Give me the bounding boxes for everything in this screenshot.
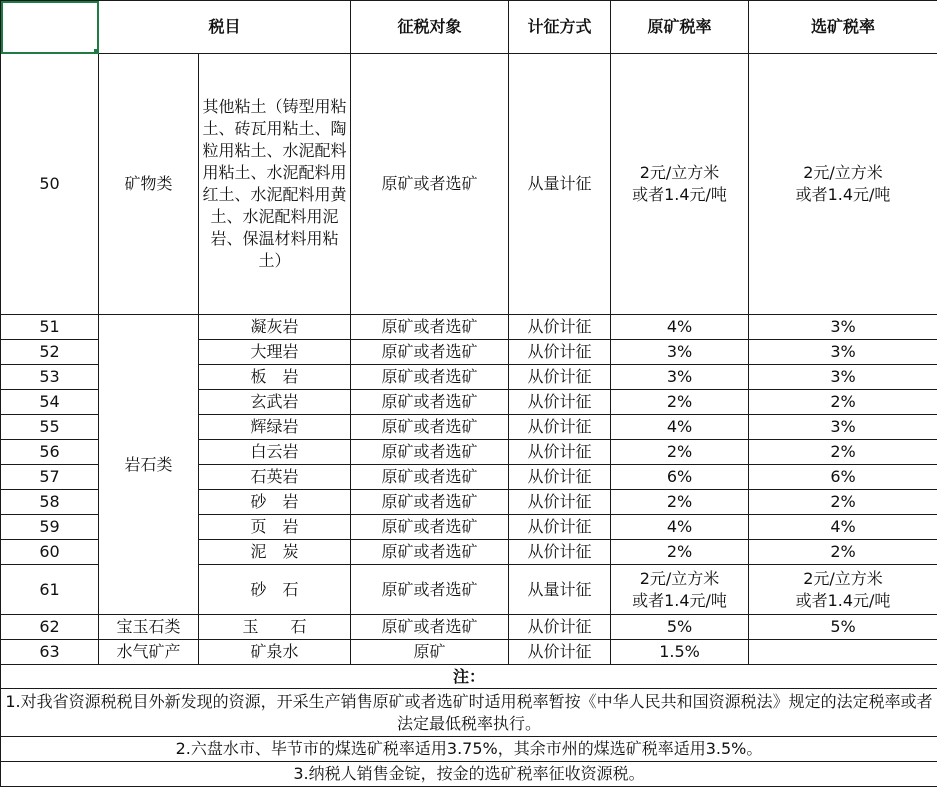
note-row <box>1 689 937 737</box>
row-number: 58 <box>1 490 99 515</box>
raw-rate-cell: 3% <box>611 365 749 390</box>
row-number: 56 <box>1 440 99 465</box>
object-cell: 原矿或者选矿 <box>351 615 509 640</box>
method-cell: 从价计征 <box>509 490 611 515</box>
processed-rate-cell: 2% <box>749 440 937 465</box>
processed-rate-cell <box>749 640 937 665</box>
method-cell: 从价计征 <box>509 390 611 415</box>
raw-rate-cell: 4% <box>611 515 749 540</box>
object-cell: 原矿或者选矿 <box>351 390 509 415</box>
raw-rate-line1: 2元/立方米 <box>639 163 720 182</box>
method-cell: 从量计征 <box>509 54 611 315</box>
processed-rate-cell: 3% <box>749 315 937 340</box>
raw-rate-cell: 2% <box>611 390 749 415</box>
object-cell: 原矿或者选矿 <box>351 440 509 465</box>
processed-rate-line1: 2元/立方米 <box>803 163 883 182</box>
header-object: 征税对象 <box>351 1 509 54</box>
processed-rate-cell: 3% <box>749 365 937 390</box>
processed-rate-line1: 2元/立方米 <box>803 568 883 588</box>
processed-rate-cell: 2% <box>749 540 937 565</box>
raw-rate-line2: 或者1.4元/吨 <box>632 590 727 610</box>
processed-rate-cell: 2% <box>749 490 937 515</box>
category-cell: 水气矿产 <box>99 640 199 665</box>
raw-rate-cell: 1.5% <box>611 640 749 665</box>
processed-rate-cell: 3% <box>749 415 937 440</box>
note-2: 2.六盘水市、毕节市的煤选矿税率适用3.75%，其余市州的煤选矿税率适用3.5%。 <box>1 737 937 762</box>
row-number: 52 <box>1 340 99 365</box>
note-row <box>1 762 937 787</box>
note-1: 1.对我省资源税税目外新发现的资源，开采生产销售原矿或者选矿时适用税率暂按《中华人民共和国资源税法》规定的法定税率或者法定最低税率执行。 <box>1 689 937 737</box>
object-cell: 原矿或者选矿 <box>351 340 509 365</box>
raw-rate-cell: 2% <box>611 490 749 515</box>
raw-rate-cell <box>611 54 749 315</box>
item-cell: 凝灰岩 <box>199 315 351 340</box>
item-cell: 砂 岩 <box>199 490 351 515</box>
header-row <box>1 1 937 54</box>
raw-rate-cell <box>611 565 749 615</box>
raw-rate-cell: 3% <box>611 340 749 365</box>
header-item: 税目 <box>99 1 351 54</box>
raw-rate-line2: 或者1.4元/吨 <box>632 185 727 204</box>
row-number: 59 <box>1 515 99 540</box>
table-row <box>1 615 937 640</box>
method-cell: 从价计征 <box>509 615 611 640</box>
row-number: 50 <box>1 54 99 315</box>
row-number: 62 <box>1 615 99 640</box>
processed-rate-cell: 3% <box>749 340 937 365</box>
processed-rate-cell <box>749 54 937 315</box>
item-cell: 大理岩 <box>199 340 351 365</box>
method-cell: 从价计征 <box>509 640 611 665</box>
row-number: 53 <box>1 365 99 390</box>
item-cell: 玉 石 <box>199 615 351 640</box>
raw-rate-line1: 2元/立方米 <box>639 568 720 588</box>
object-cell: 原矿或者选矿 <box>351 465 509 490</box>
header-processed-rate: 选矿税率 <box>749 1 937 54</box>
table-row <box>1 315 937 340</box>
row-number: 54 <box>1 390 99 415</box>
header-method: 计征方式 <box>509 1 611 54</box>
processed-rate-cell: 4% <box>749 515 937 540</box>
method-cell: 从价计征 <box>509 440 611 465</box>
raw-rate-cell: 2% <box>611 540 749 565</box>
item-cell: 砂 石 <box>199 565 351 615</box>
item-cell: 泥 炭 <box>199 540 351 565</box>
row-number: 63 <box>1 640 99 665</box>
category-cell: 宝玉石类 <box>99 615 199 640</box>
notes-title: 注： <box>1 665 937 689</box>
raw-rate-cell: 4% <box>611 415 749 440</box>
category-cell: 矿物类 <box>99 54 199 315</box>
row-number: 55 <box>1 415 99 440</box>
row-number: 60 <box>1 540 99 565</box>
object-cell: 原矿或者选矿 <box>351 565 509 615</box>
object-cell: 原矿或者选矿 <box>351 515 509 540</box>
object-cell: 原矿或者选矿 <box>351 315 509 340</box>
item-cell: 白云岩 <box>199 440 351 465</box>
object-cell: 原矿或者选矿 <box>351 540 509 565</box>
method-cell: 从量计征 <box>509 565 611 615</box>
item-cell: 玄武岩 <box>199 390 351 415</box>
object-cell: 原矿或者选矿 <box>351 365 509 390</box>
object-cell: 原矿或者选矿 <box>351 415 509 440</box>
method-cell: 从价计征 <box>509 515 611 540</box>
note-3: 3.纳税人销售金锭，按金的选矿税率征收资源税。 <box>1 762 937 787</box>
row-number: 51 <box>1 315 99 340</box>
note-row <box>1 737 937 762</box>
selected-cell[interactable] <box>1 1 99 54</box>
method-cell: 从价计征 <box>509 465 611 490</box>
item-cell: 其他粘土（铸型用粘土、砖瓦用粘土、陶粒用粘土、水泥配料用粘土、水泥配料用红土、水泥配料用黄土、水泥配料用泥岩、保温材料用粘土） <box>199 54 351 315</box>
method-cell: 从价计征 <box>509 340 611 365</box>
fill-handle[interactable] <box>94 49 99 54</box>
item-cell: 辉绿岩 <box>199 415 351 440</box>
table-row <box>1 640 937 665</box>
raw-rate-cell: 2% <box>611 440 749 465</box>
method-cell: 从价计征 <box>509 315 611 340</box>
object-cell: 原矿 <box>351 640 509 665</box>
processed-rate-cell: 6% <box>749 465 937 490</box>
raw-rate-cell: 5% <box>611 615 749 640</box>
processed-rate-cell <box>749 565 937 615</box>
object-cell: 原矿或者选矿 <box>351 54 509 315</box>
processed-rate-cell: 2% <box>749 390 937 415</box>
row-number: 57 <box>1 465 99 490</box>
category-cell: 岩石类 <box>99 315 199 615</box>
object-cell: 原矿或者选矿 <box>351 490 509 515</box>
processed-rate-line2: 或者1.4元/吨 <box>795 590 891 610</box>
item-cell: 矿泉水 <box>199 640 351 665</box>
method-cell: 从价计征 <box>509 415 611 440</box>
raw-rate-cell: 6% <box>611 465 749 490</box>
header-raw-rate: 原矿税率 <box>611 1 749 54</box>
method-cell: 从价计征 <box>509 365 611 390</box>
row-number: 61 <box>1 565 99 615</box>
raw-rate-cell: 4% <box>611 315 749 340</box>
item-cell: 石英岩 <box>199 465 351 490</box>
table-row <box>1 54 937 315</box>
item-cell: 板 岩 <box>199 365 351 390</box>
notes-title-row <box>1 665 937 689</box>
method-cell: 从价计征 <box>509 540 611 565</box>
item-cell: 页 岩 <box>199 515 351 540</box>
processed-rate-line2: 或者1.4元/吨 <box>795 185 891 204</box>
processed-rate-cell: 5% <box>749 615 937 640</box>
